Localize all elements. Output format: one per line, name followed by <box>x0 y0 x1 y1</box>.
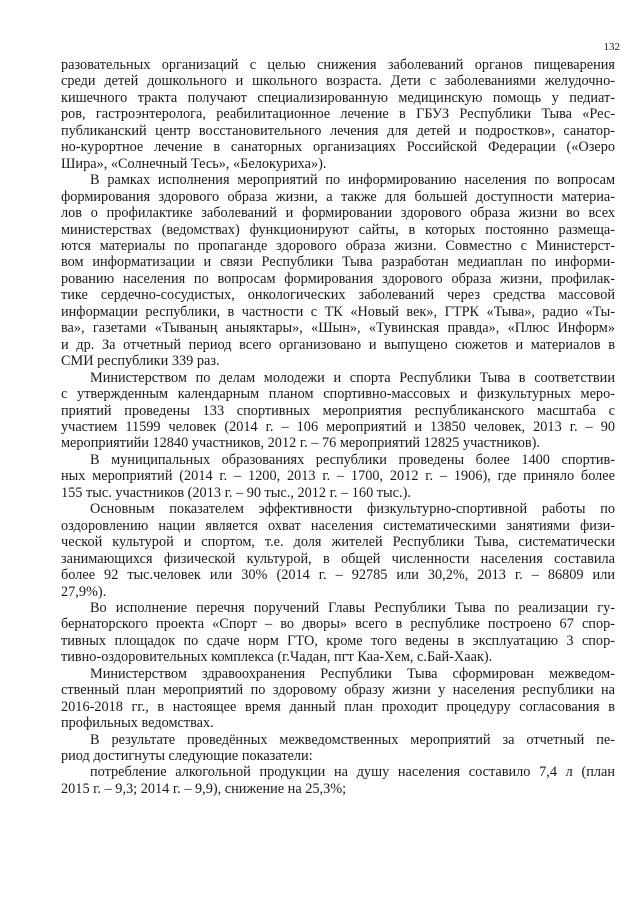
text-line: министерствах (ведомствах) функционируют сайты, в которых постоянно размеща- <box>61 221 615 238</box>
page-number: 132 <box>603 41 620 53</box>
text-line: тивно-оздоровительных комплекса (г.Чадан, пгт Каа-Хем, с.Бай-Хаак). <box>61 649 493 666</box>
text-line: 2016-2018 гг., в настоящее время данный план проходит процедуру согласования в <box>61 698 615 715</box>
text-line: ческой культурой и спортом, т.е. доля жителей Республики Тыва, систематически <box>61 534 615 551</box>
text-line: информации республики, в частности с ТК «Новый век», ГТРК «Тыва», радио «Ты- <box>61 303 615 320</box>
text-line: 2015 г. – 9,3; 2014 г. – 9,9), снижение на 25,3%; <box>61 780 347 797</box>
text-line: мероприятийи 12840 участников, 2012 г. – 76 мероприятий 12825 участников). <box>61 435 541 452</box>
text-line: потребление алкогольной продукции на душу населения составило 7,4 л (план <box>90 764 615 781</box>
text-line: В рамках исполнения мероприятий по информированию населения по вопросам <box>90 172 615 189</box>
text-line: приятий проведены 133 спортивных мероприятия республиканского масштаба с <box>61 402 615 419</box>
text-line: В муниципальных образованиях республики проведены более 1400 спортив- <box>90 451 615 468</box>
text-line: риод достигнуты следующие показатели: <box>61 748 313 765</box>
text-line: более 92 тыс.человек или 30% (2014 г. – 92785 или 30,2%, 2013 г. – 86809 или <box>61 567 615 584</box>
text-line: 155 тыс. участников (2013 г. – 90 тыс., 2012 г. – 160 тыс.). <box>61 484 411 501</box>
paragraph <box>61 600 615 666</box>
text-line: с утвержденным календарным планом спортивно-массовых и физкультурных меро- <box>61 386 615 403</box>
text-line: и др. За отчетный период всего организовано и выпущено сюжетов и материалов в <box>61 336 615 353</box>
text-line: ров, гастроэнтеролога, реабилитационное лечение в ГБУЗ Республики Тыва «Рес- <box>61 106 615 123</box>
text-line: В результате проведённых межведомственных мероприятий за отчетный пе- <box>90 731 615 748</box>
paragraph <box>61 764 615 797</box>
text-line: профильных ведомствах. <box>61 715 214 732</box>
text-line: лов о профилактике заболеваний и формировании здорового образа жизни во всех <box>61 205 615 222</box>
text-line: рованию населения по вопросам формирования здорового образа жизни, профилак- <box>61 270 615 287</box>
text-line: тивных площадок по сдаче норм ГТО, кроме того ведены в эксплуатацию 3 спор- <box>61 632 615 649</box>
text-line: занимающихся физической культурой, в общей численности населения составила <box>61 550 615 567</box>
paragraph <box>61 732 615 765</box>
text-line: тике сердечно-сосудистых, онкологических заболеваний через средства массовой <box>61 287 615 304</box>
text-line: Шира», «Солнечный Тесь», «Белокуриха»). <box>61 155 327 172</box>
text-line: ва», газетами «Тываның аныяктары», «Шын», «Тувинская правда», «Плюс Информ» <box>61 320 615 337</box>
paragraph <box>61 172 615 369</box>
text-line: кишечного тракта получают специализированную медицинскую помощь у педиат- <box>61 89 615 106</box>
paragraph <box>61 57 615 172</box>
paragraph <box>61 501 615 600</box>
text-line: публиканский центр восстановительного лечения для детей и подростков», санатор- <box>61 122 615 139</box>
paragraph <box>61 370 615 452</box>
text-line: 27,9%). <box>61 583 107 600</box>
text-line: ются материалы по пропаганде здорового образа жизни. Совместно с Министерст- <box>61 237 615 254</box>
text-line: ных мероприятий (2014 г. – 1200, 2013 г. – 1700, 2012 г. – 1906), где приняло более <box>61 468 615 485</box>
text-line: Министерством по делам молодежи и спорта Республики Тыва в соответствии <box>90 369 615 386</box>
text-line: вом информатизации и связи Республики Тыва разработан медиаплан по информи- <box>61 254 615 271</box>
text-line: Министерством здравоохранения Республики Тыва сформирован межведом- <box>90 665 615 682</box>
text-line: разовательных организаций с целью снижения заболеваний органов пищеварения <box>61 57 615 73</box>
text-line: формирования здорового образа жизни, а также для большей доступности материа- <box>61 188 615 205</box>
text-line: бернаторского проекта «Спорт – во дворы» всего в республике построено 67 спор- <box>61 616 615 633</box>
paragraph <box>61 452 615 501</box>
text-line: участием 11599 человек (2014 г. – 106 мероприятий и 13850 человек, 2013 г. – 90 <box>61 418 615 435</box>
text-line: Основным показателем эффективности физкультурно-спортивной работы по <box>90 501 615 518</box>
document-body <box>61 57 615 797</box>
text-line: ственный план мероприятий по здоровому образу жизни у населения республики на <box>61 682 615 699</box>
text-line: Во исполнение перечня поручений Главы Республики Тыва по реализации гу- <box>90 599 615 616</box>
paragraph <box>61 666 615 732</box>
text-line: среди детей дошкольного и школьного возраста. Дети с заболеваниями желудочно- <box>61 73 615 90</box>
text-line: но-курортное лечение в санаторных организациях Российской Федерации («Озеро <box>61 139 615 156</box>
text-line: СМИ республики 339 раз. <box>61 353 220 370</box>
text-line: оздоровлению нации является охват населения систематическими занятиями физи- <box>61 517 615 534</box>
